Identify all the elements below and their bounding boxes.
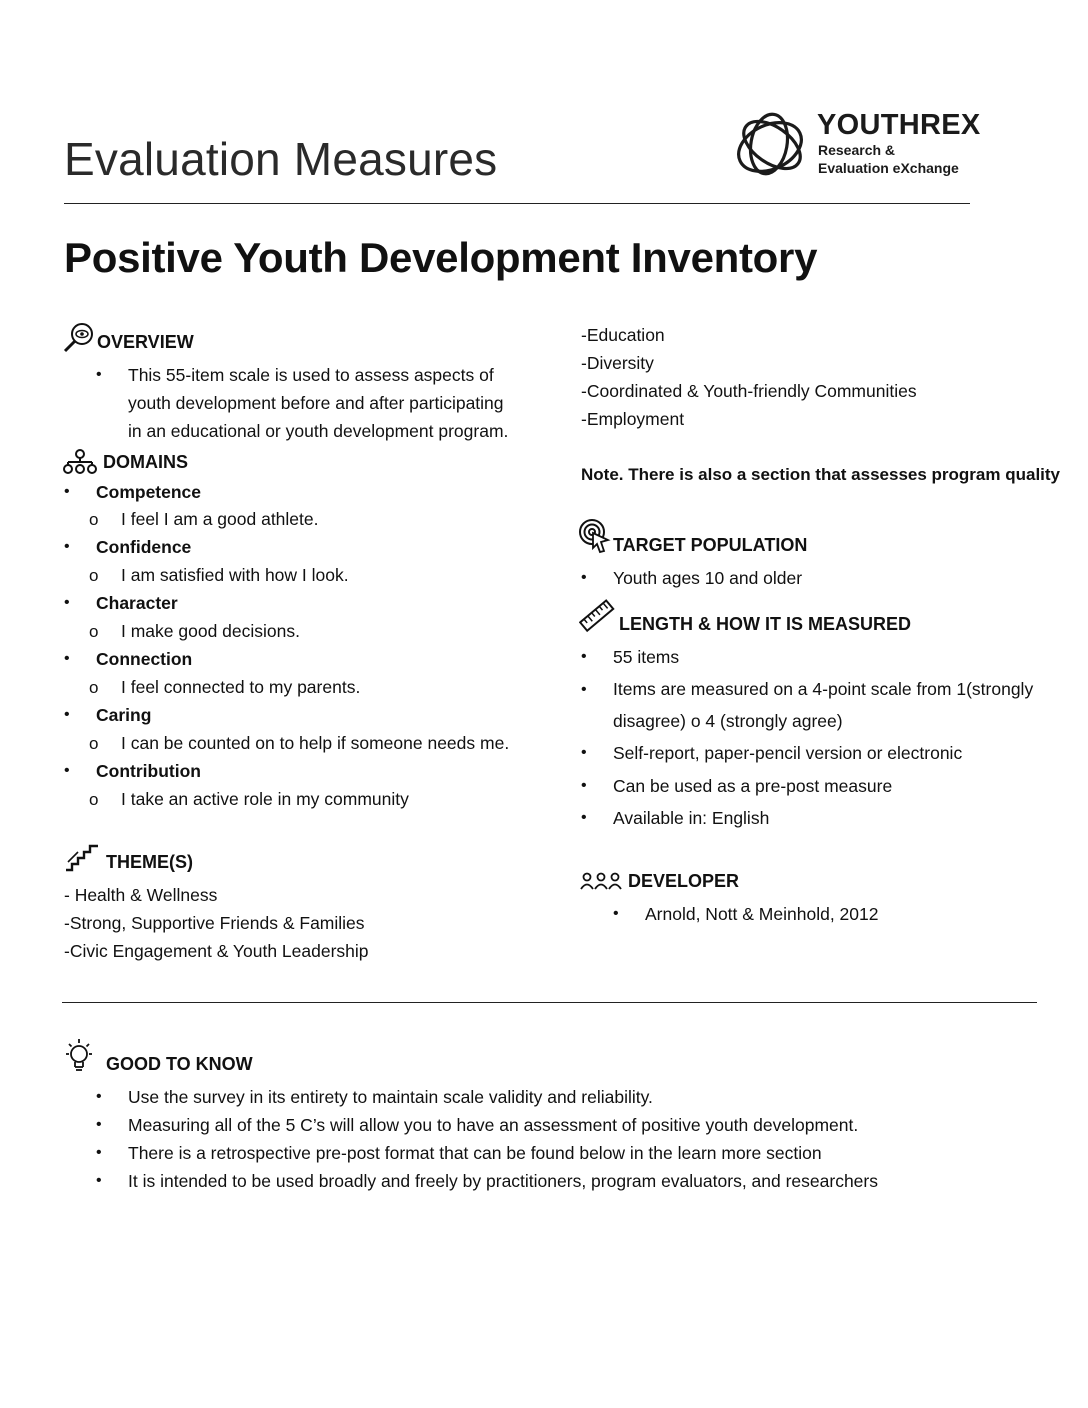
ruler-icon <box>579 598 615 634</box>
overview-heading: OVERVIEW <box>97 332 194 352</box>
theme-item: - Health & Wellness <box>64 885 218 905</box>
logo-name: YOUTHREX <box>817 109 981 141</box>
sub-bullet-icon: o <box>89 790 99 809</box>
domains-heading: DOMAINS <box>103 452 188 472</box>
developer-heading: DEVELOPER <box>628 871 740 891</box>
bullet-icon: • <box>96 1116 102 1133</box>
domain-name: Confidence <box>96 537 192 557</box>
good-to-know-item: Use the survey in its entirety to maintain scale validity and reliability. <box>128 1087 653 1107</box>
bullet-icon: • <box>64 483 70 500</box>
bullet-icon: • <box>581 777 587 794</box>
bullet-icon: • <box>64 706 70 723</box>
domain-example: I take an active role in my community <box>121 789 409 809</box>
header-divider <box>64 203 970 204</box>
themes-heading: THEME(S) <box>106 852 193 872</box>
youthrex-logo-icon <box>733 107 813 183</box>
org-chart-icon <box>63 449 97 475</box>
bullet-icon: • <box>64 538 70 555</box>
target-population-item: Youth ages 10 and older <box>613 568 803 588</box>
bullet-icon: • <box>581 648 587 665</box>
sub-bullet-icon: o <box>89 622 99 641</box>
stairs-icon <box>64 842 100 872</box>
page-header-title: Evaluation Measures <box>64 133 498 185</box>
people-group-icon <box>580 872 622 890</box>
length-heading: LENGTH & HOW IT IS MEASURED <box>619 614 911 634</box>
program-quality-note: Note. There is also a section that assesses program quality <box>581 465 1061 484</box>
good-to-know-item: It is intended to be used broadly and freely by practitioners, program evaluators, and researchers <box>128 1171 878 1191</box>
bullet-icon: • <box>96 366 102 383</box>
overview-line: in an educational or youth development program. <box>128 421 509 441</box>
length-item: Can be used as a pre-post measure <box>613 776 893 796</box>
youthrex-logo <box>733 107 981 183</box>
developer-item: Arnold, Nott & Meinhold, 2012 <box>645 904 879 924</box>
sub-bullet-icon: o <box>89 734 99 753</box>
good-to-know-item: There is a retrospective pre-post format that can be found below in the learn more section <box>128 1143 822 1163</box>
logo-subtitle-line2: Evaluation eXchange <box>818 160 959 176</box>
bullet-icon: • <box>64 650 70 667</box>
domain-example: I make good decisions. <box>121 621 300 641</box>
section-divider <box>62 1002 1037 1003</box>
domain-name: Character <box>96 593 178 613</box>
good-to-know-heading: GOOD TO KNOW <box>106 1054 253 1074</box>
domain-example: I feel connected to my parents. <box>121 677 361 697</box>
theme-item: -Education <box>581 325 665 345</box>
overview-line: This 55-item scale is used to assess aspects of <box>128 365 494 385</box>
length-item-continued: disagree) o 4 (strongly agree) <box>613 711 843 731</box>
target-population-heading: TARGET POPULATION <box>613 535 808 555</box>
length-item: 55 items <box>613 647 680 667</box>
bullet-icon: • <box>581 809 587 826</box>
target-icon <box>578 518 612 554</box>
theme-item: -Diversity <box>581 353 654 373</box>
length-item: Available in: English <box>613 808 770 828</box>
sub-bullet-icon: o <box>89 678 99 697</box>
logo-subtitle <box>818 141 959 177</box>
domain-example: I feel I am a good athlete. <box>121 509 319 529</box>
bullet-icon: • <box>96 1144 102 1161</box>
lightbulb-icon <box>62 1037 96 1075</box>
domain-example: I am satisfied with how I look. <box>121 565 349 585</box>
bullet-icon: • <box>64 762 70 779</box>
domain-name: Contribution <box>96 761 201 781</box>
bullet-icon: • <box>613 905 619 922</box>
logo-subtitle-line1: Research & <box>818 142 896 158</box>
magnifier-eye-icon <box>62 322 96 354</box>
length-item: Items are measured on a 4-point scale from 1(strongly <box>613 679 1034 699</box>
domain-example: I can be counted on to help if someone needs me. <box>121 733 510 753</box>
bullet-icon: • <box>64 594 70 611</box>
theme-item: -Employment <box>581 409 685 429</box>
theme-item: -Coordinated & Youth-friendly Communities <box>581 381 917 401</box>
sub-bullet-icon: o <box>89 566 99 585</box>
bullet-icon: • <box>581 569 587 586</box>
overview-line: youth development before and after participating <box>128 393 504 413</box>
length-item: Self-report, paper-pencil version or electronic <box>613 743 963 763</box>
theme-item: -Strong, Supportive Friends & Families <box>64 913 365 933</box>
sub-bullet-icon: o <box>89 510 99 529</box>
bullet-icon: • <box>96 1172 102 1189</box>
domain-name: Competence <box>96 482 202 502</box>
domain-name: Connection <box>96 649 193 669</box>
theme-item: -Civic Engagement & Youth Leadership <box>64 941 369 961</box>
good-to-know-item: Measuring all of the 5 C’s will allow you to have an assessment of positive youth development. <box>128 1115 859 1135</box>
domain-name: Caring <box>96 705 152 725</box>
bullet-icon: • <box>581 681 587 698</box>
bullet-icon: • <box>96 1088 102 1105</box>
document-title: Positive Youth Development Inventory <box>64 234 818 281</box>
bullet-icon: • <box>581 744 587 761</box>
